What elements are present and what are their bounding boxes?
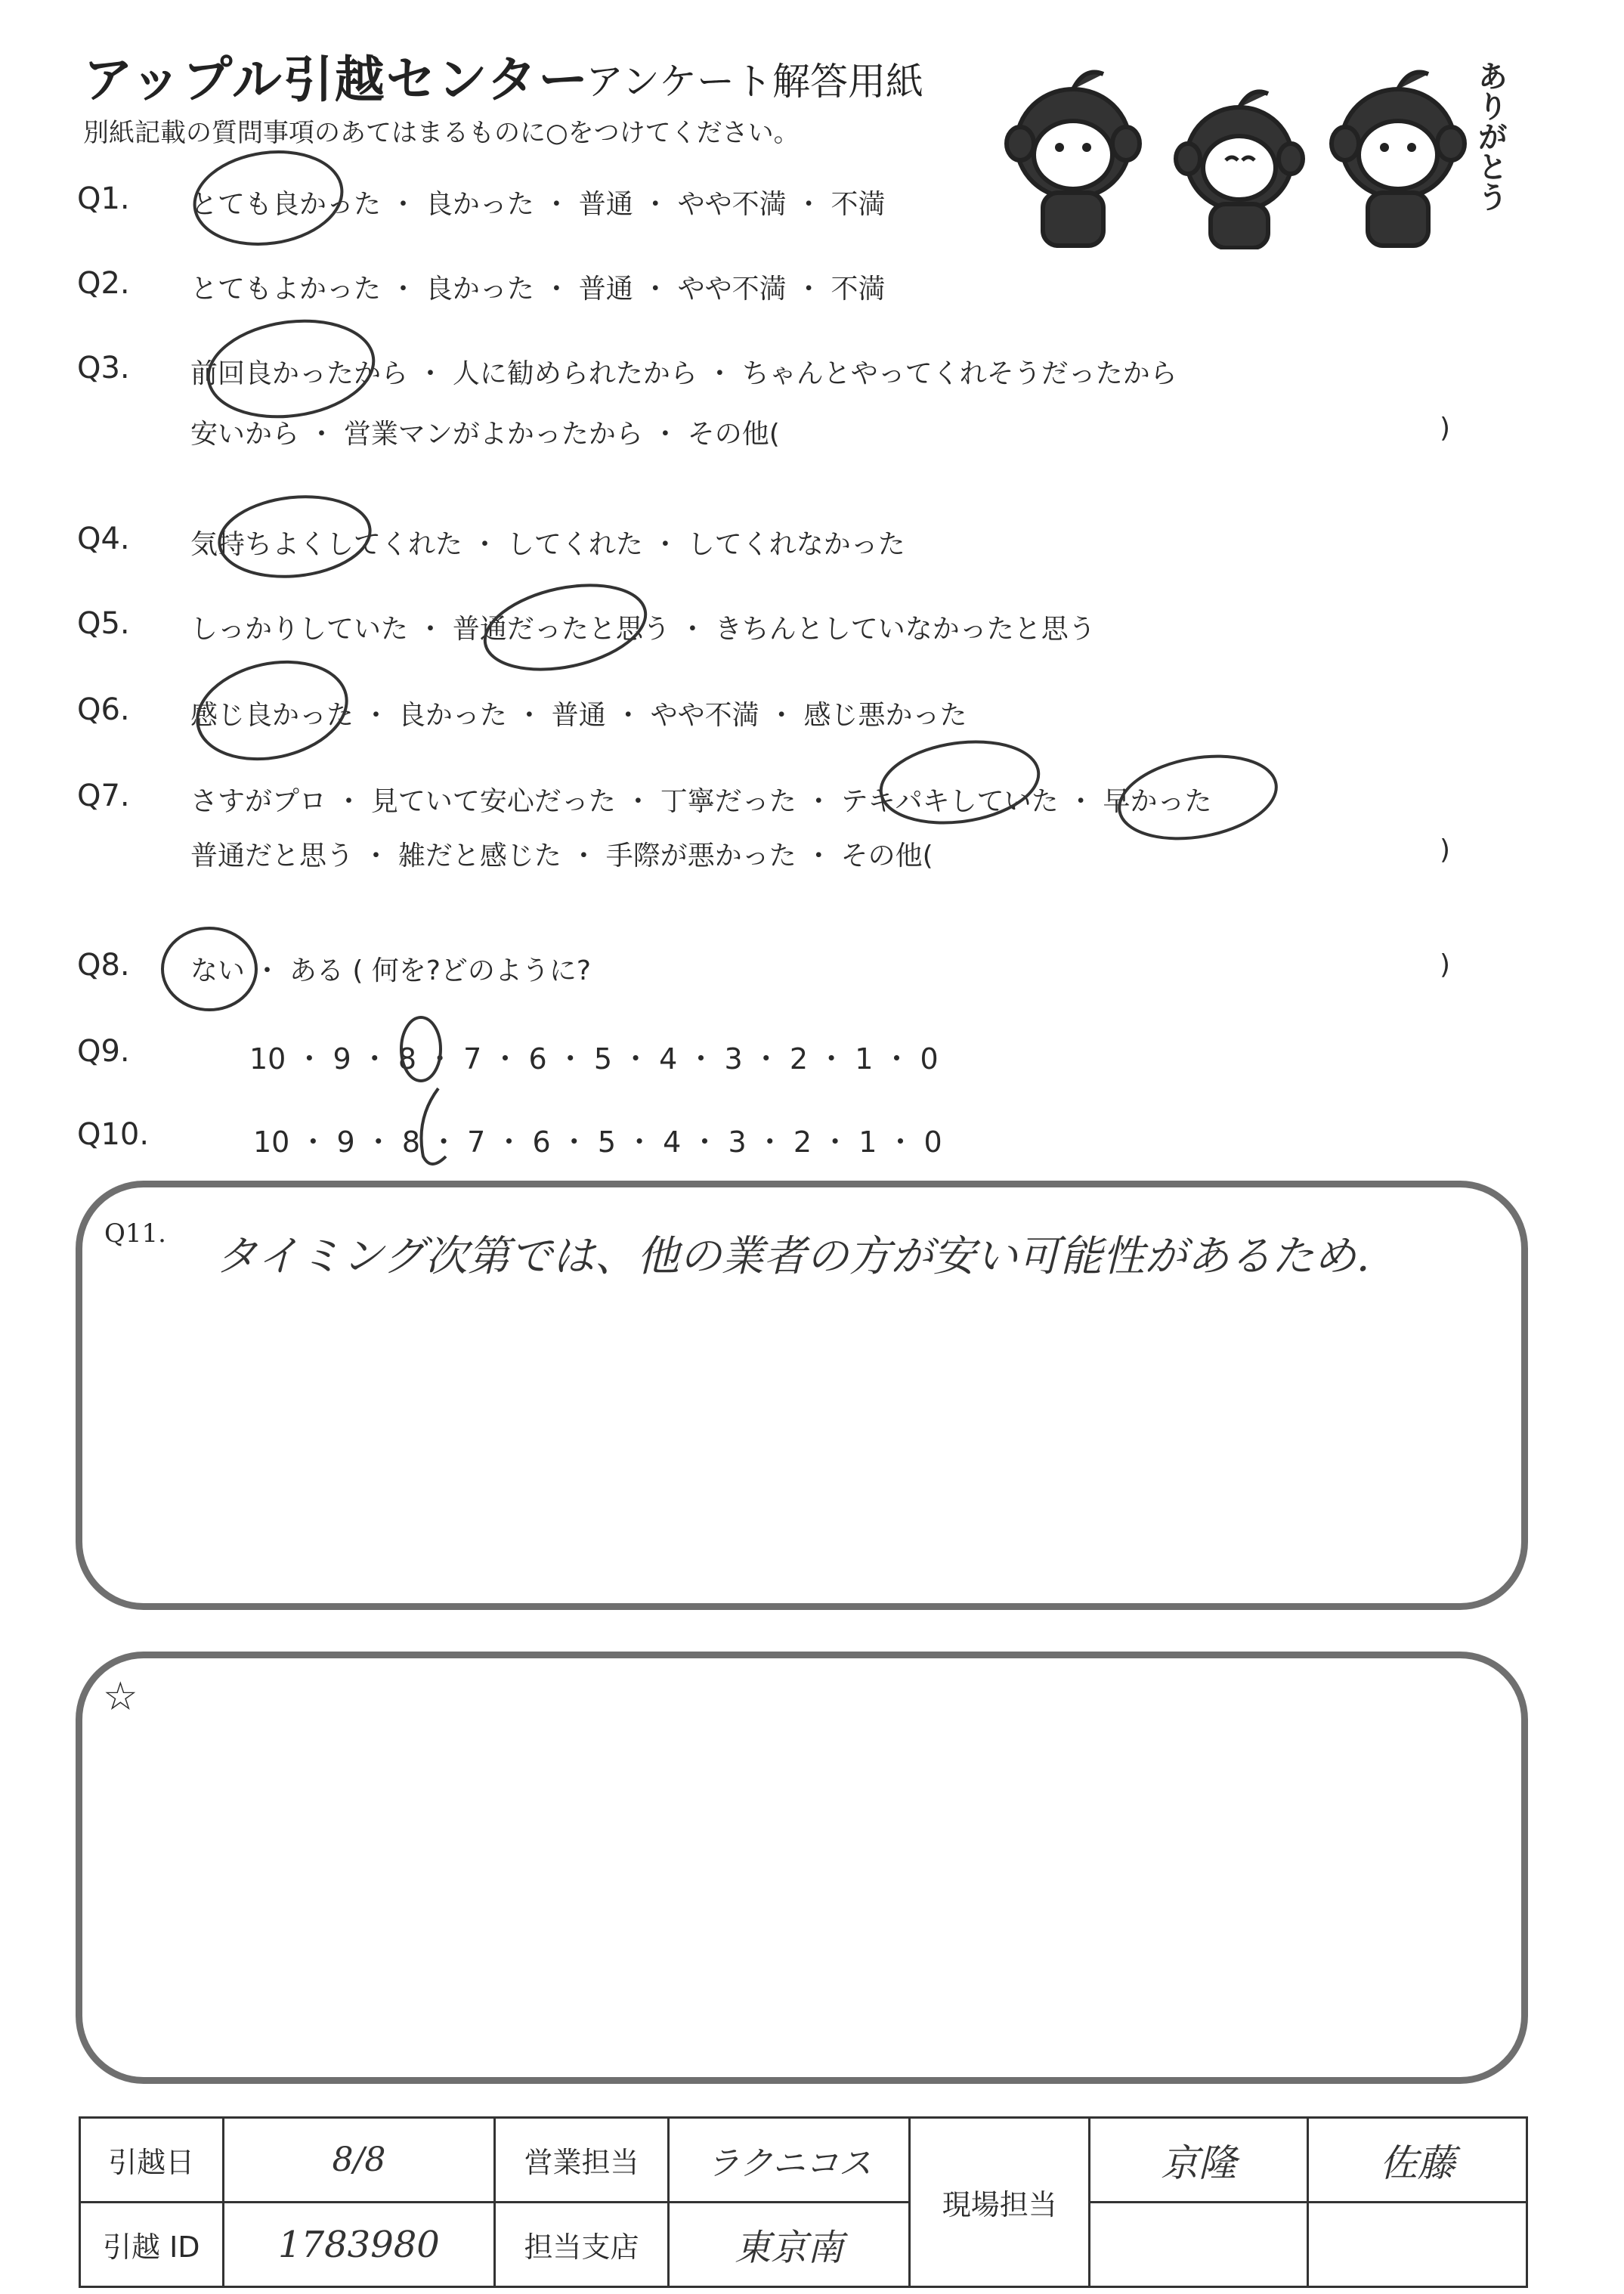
q8-options: ない ・ ある ( 何を?どのように? bbox=[190, 955, 592, 986]
q1-selection-circle bbox=[189, 143, 348, 253]
sales-label: 営業担当 bbox=[495, 2118, 669, 2203]
q6-options: 感じ良かった ・ 良かった ・ 普通 ・ やや不満 ・ 感じ悪かった bbox=[190, 700, 967, 731]
q1-options: とても良かった ・ 良かった ・ 普通 ・ やや不満 ・ 不満 bbox=[190, 189, 886, 220]
branch-label: 担当支店 bbox=[495, 2203, 669, 2287]
q1-number: Q1. bbox=[77, 181, 130, 216]
comment-box bbox=[76, 1652, 1528, 2084]
q7-selection-circle-1 bbox=[876, 732, 1044, 832]
site-staff-label: 現場担当 bbox=[910, 2118, 1089, 2287]
q4-options: 気持ちよくしてくれた ・ してくれた ・ してくれなかった bbox=[190, 529, 905, 560]
q7-options-line1: さすがプロ ・ 見ていて安心だった ・ 丁寧だった ・ テキパキしていた ・ 早かった bbox=[190, 786, 1212, 817]
site-staff-3 bbox=[1089, 2203, 1308, 2287]
q10-number: Q10. bbox=[77, 1117, 150, 1152]
q4-selection-circle bbox=[215, 490, 374, 584]
q10-selection-mark bbox=[422, 1088, 447, 1164]
site-staff-1: 京隆 bbox=[1089, 2118, 1308, 2203]
mascot-thanks-text: ありがとう bbox=[1473, 60, 1508, 212]
q5-number: Q5. bbox=[77, 606, 130, 641]
q5-selection-circle bbox=[478, 572, 654, 683]
q5-options: しっかりしていた ・ 普通だったと思う ・ きちんとしていなかったと思う bbox=[190, 614, 1096, 645]
move-id-value: 1783980 bbox=[223, 2203, 495, 2287]
q4-number: Q4. bbox=[77, 522, 130, 556]
q11-handwritten-answer: タイミング次第では、他の業者の方が安い可能性があるため. bbox=[215, 1232, 1370, 1281]
sales-value: ラクニコス bbox=[668, 2118, 910, 2203]
q7-selection-circle-2 bbox=[1113, 745, 1283, 850]
move-date-value: 8/8 bbox=[223, 2118, 495, 2203]
q3-options-line2: 安いから ・ 営業マンがよかったから ・ その他( bbox=[190, 419, 780, 450]
q9-number: Q9. bbox=[77, 1034, 130, 1069]
q11-label: Q11. bbox=[104, 1218, 166, 1249]
q7-close-paren: ) bbox=[1440, 834, 1451, 865]
q10-scale: 10 ・ 9 ・ 8 ・ 7 ・ 6 ・ 5 ・ 4 ・ 3 ・ 2 ・ 1 ・ 0 bbox=[253, 1125, 942, 1159]
form-subtitle: アンケート解答用紙 bbox=[586, 60, 923, 104]
q2-number: Q2. bbox=[77, 266, 130, 301]
q8-number: Q8. bbox=[77, 948, 130, 983]
move-info-table bbox=[79, 2116, 1528, 2288]
q3-close-paren: ) bbox=[1440, 413, 1451, 444]
q8-selection-circle bbox=[162, 928, 256, 1010]
q3-number: Q3. bbox=[77, 351, 130, 385]
form-title: アップル引越センター bbox=[83, 51, 590, 109]
q7-number: Q7. bbox=[77, 779, 130, 813]
q3-options-line1: 前回良かったから ・ 人に勧められたから ・ ちゃんとやってくれそうだったから bbox=[190, 358, 1177, 389]
q9-selection-circle bbox=[401, 1017, 441, 1081]
q7-options-line2: 普通だと思う ・ 雑だと感じた ・ 手際が悪かった ・ その他( bbox=[190, 841, 933, 871]
star-icon: ☆ bbox=[103, 1674, 138, 1720]
instruction-text: 別紙記載の質問事項のあてはまるものに○をつけてください。 bbox=[83, 118, 800, 148]
q9-scale: 10 ・ 9 ・ 8 ・ 7 ・ 6 ・ 5 ・ 4 ・ 3 ・ 2 ・ 1 ・ 0 bbox=[249, 1042, 939, 1076]
q6-number: Q6. bbox=[77, 692, 130, 727]
move-date-label: 引越日 bbox=[80, 2118, 224, 2203]
q2-options: とてもよかった ・ 良かった ・ 普通 ・ やや不満 ・ 不満 bbox=[190, 274, 886, 305]
q8-close-paren: ) bbox=[1440, 949, 1451, 980]
branch-value: 東京南 bbox=[668, 2203, 910, 2287]
q3-selection-circle bbox=[202, 311, 379, 426]
site-staff-2: 佐藤 bbox=[1308, 2118, 1527, 2203]
move-id-label: 引越 ID bbox=[80, 2203, 224, 2287]
site-staff-4 bbox=[1308, 2203, 1527, 2287]
q6-selection-circle bbox=[188, 649, 355, 772]
